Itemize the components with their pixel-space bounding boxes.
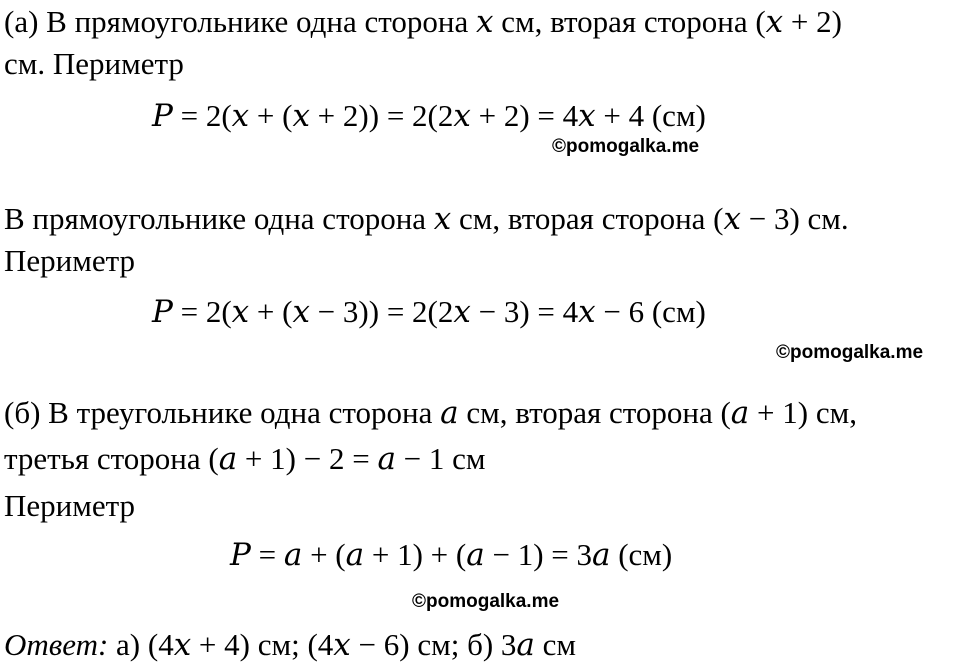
watermark-2: ©pomogalka.me <box>776 342 924 363</box>
part-a-line-2: см. Периметр <box>4 46 184 81</box>
answer-line <box>4 625 576 665</box>
perimeter-formula-1: 𝑃 = 2(𝑥 + (𝑥 + 2)) = 2(2𝑥 + 2) = 4𝑥 + 4 (см) <box>152 98 706 133</box>
part-a-line-3: В прямоугольнике одна сторона 𝑥 см, вторая сторона (𝑥 − 3) см. <box>4 201 849 236</box>
watermark-3: ©pomogalka.me <box>412 591 560 612</box>
part-b-line-2: третья сторона (𝑎 + 1) − 2 = 𝑎 − 1 см <box>4 441 486 476</box>
answer-label: Ответ: <box>4 627 109 662</box>
part-a-line-1: (а) В прямоугольнике одна сторона 𝑥 см, вторая сторона (𝑥 + 2) <box>4 4 842 39</box>
part-a-line-4: Периметр <box>4 243 136 278</box>
perimeter-formula-2: 𝑃 = 2(𝑥 + (𝑥 − 3)) = 2(2𝑥 − 3) = 4𝑥 − 6 (см) <box>152 294 706 329</box>
perimeter-formula-3: 𝑃 = 𝑎 + (𝑎 + 1) + (𝑎 − 1) = 3𝑎 (см) <box>230 537 673 572</box>
watermark-1: ©pomogalka.me <box>552 136 700 157</box>
answer-text: а) (4𝑥 + 4) см; (4𝑥 − 6) см; б) 3𝑎 см <box>108 627 577 662</box>
part-b-line-1: (б) В треугольнике одна сторона 𝑎 см, вторая сторона (𝑎 + 1) см, <box>4 395 857 430</box>
part-b-line-3: Периметр <box>4 488 136 523</box>
